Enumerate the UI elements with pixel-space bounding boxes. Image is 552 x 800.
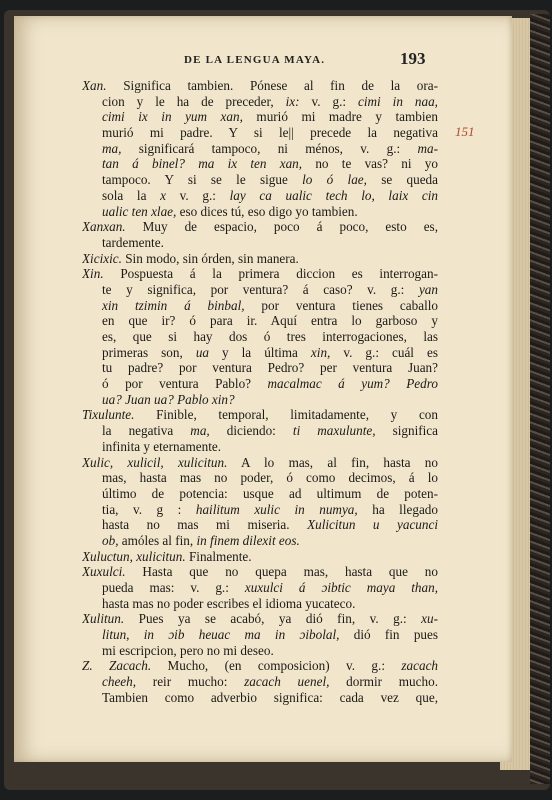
definition-text: sola la [102, 187, 161, 203]
entry-headword: Xan. [82, 78, 107, 93]
entry-headword: Xulitun. [82, 611, 125, 627]
definition-text: murió mi padre. Y si le|| precede la negativa [102, 125, 438, 141]
definition-text: Finalmente. [185, 548, 252, 564]
definition-text: es, que si hay dos ó tres interrogaciones, las [102, 329, 438, 344]
text-line [82, 502, 438, 518]
definition-text: murió mi madre y tambien [242, 109, 438, 125]
text-line [82, 674, 438, 690]
definition-text: primeras son, [102, 344, 196, 360]
definition-text: tampoco. Y si se le sigue [102, 172, 303, 188]
example-italic: ualic ten xlae, [102, 203, 177, 219]
text-line [82, 345, 438, 361]
definition-text: no te vas? ni yo [302, 156, 438, 172]
definition-text: último de potencia: usque ad ultimum de poten- [102, 485, 438, 501]
definition-text: infinita y eternamente. [102, 438, 222, 454]
text-line [82, 156, 438, 172]
definition-text: reir mucho: [136, 674, 245, 690]
example-italic: cimi ix in yum xan, [102, 109, 243, 125]
example-italic: in finem dilexit eos. [196, 532, 300, 548]
text-line [82, 549, 438, 565]
text-line [82, 455, 438, 471]
page-number: 193 [400, 49, 426, 68]
text-line [82, 596, 438, 612]
definition-text: mi escripcion, pero no mi deseo. [102, 642, 274, 658]
text-line [82, 329, 438, 345]
example-italic: cheeh, [102, 674, 137, 690]
definition-text: y la última [209, 344, 311, 360]
entry-headword: Xuxulci. [82, 564, 126, 580]
definition-text: dormir mucho. [329, 674, 438, 690]
definition-text: Muy de espacio, poco á poco, esto es, [125, 219, 438, 235]
entry-headword: Tixulunte. [82, 407, 135, 423]
text-line [82, 266, 438, 282]
marbled-board [530, 14, 550, 784]
definition-text: significará tampoco, ni ménos, v. g.: [121, 140, 418, 156]
example-italic: litun, in ɔib heuac ma in ɔibolal, [102, 627, 340, 643]
text-line [82, 298, 438, 314]
definition-text: Hasta que no quepa mas, hasta que no [125, 564, 438, 580]
definition-text: Tambien como adverbio significa: cada vez que, [102, 689, 438, 705]
entry-headword: Xulic, xulicil, xulicitun. [82, 454, 228, 470]
example-italic: cimi in naa, [358, 93, 438, 109]
definition-text: Finible, temporal, limitadamente, y con [134, 407, 438, 423]
example-italic: ma, [102, 140, 122, 156]
margin-annotation: 151 [455, 124, 475, 139]
text-line [82, 611, 438, 627]
text-line [82, 251, 438, 267]
text-line [82, 627, 438, 643]
entry-headword: Z. Zacach. [82, 658, 152, 674]
text-line [82, 392, 438, 408]
example-italic: xu- [421, 611, 438, 627]
text-line [82, 282, 438, 298]
definition-text: dió fin pues [339, 627, 438, 643]
entry-headword: Xuluctun, xulicitun. [82, 548, 186, 564]
definition-text: pueda mas: v. g.: [102, 580, 245, 595]
text-line [82, 141, 438, 157]
text-line [82, 376, 438, 392]
text-line [82, 564, 438, 580]
example-italic: xin, [310, 344, 331, 360]
text-line [82, 690, 438, 706]
text-line [82, 188, 438, 204]
example-italic: ti maxulunte, [292, 423, 376, 439]
text-line [82, 313, 438, 329]
example-italic: yan [418, 281, 438, 297]
definition-text: Mucho, (en composicion) v. g.: [151, 658, 402, 674]
example-italic: lay ca ualic tech lo, laix cin [229, 187, 438, 203]
text-line [82, 94, 438, 110]
definition-text: hasta mas no poder escribes el idioma yucateco. [102, 595, 356, 611]
definition-text: mas, hasta mas no poder, ó como decimos, á lo [102, 470, 438, 486]
text-line [82, 172, 438, 188]
definition-text: tardemente. [102, 234, 164, 250]
text-line [82, 658, 438, 674]
example-italic: ua [195, 344, 209, 360]
definition-text: v. g.: [165, 187, 230, 203]
definition-text: en que ir? ó para ir. Aquí entra lo garboso y [102, 313, 438, 329]
definition-text: ha llegado [357, 501, 438, 517]
example-italic: Xulicitun u yacunci [307, 517, 438, 533]
example-italic: macalmac á yum? Pedro [267, 376, 438, 392]
example-italic: zacach uenel, [244, 674, 330, 690]
definition-text: v. g.: [299, 93, 359, 109]
text-line [82, 533, 438, 549]
page-header [14, 49, 512, 72]
example-italic: ua? Juan ua? Pablo xin? [102, 391, 235, 407]
text-line [82, 470, 438, 486]
text-line [82, 125, 438, 141]
definition-text: Sin modo, sin órden, sin manera. [121, 250, 299, 266]
definition-text: hasta no mas mi miseria. [102, 517, 308, 533]
definition-text: Pospuesta á la primera diccion es interrogan- [103, 266, 438, 282]
definition-text: A lo mas, al fin, hasta no [227, 454, 438, 470]
definition-text: diciendo: [209, 423, 293, 439]
text-line [82, 235, 438, 251]
example-italic: x [160, 187, 166, 203]
example-italic: lo ó lae, [302, 172, 367, 188]
text-line [82, 360, 438, 376]
text-line [82, 78, 438, 94]
example-italic: hailitum xulic in numya, [195, 501, 358, 517]
example-italic: ix: [285, 93, 300, 109]
text-line [82, 219, 438, 235]
definition-text: te y significa, por ventura? á caso? v. g.: [102, 281, 419, 297]
text-line [82, 486, 438, 502]
example-italic: ob, [102, 532, 119, 548]
example-italic: tan á binel? ma ix ten xan, [102, 156, 303, 172]
text-line [82, 423, 438, 439]
example-italic: xin tzimin á binbal, [102, 297, 245, 313]
entry-headword: Xanxan. [82, 219, 126, 235]
definition-text: v. g.: cuál es [330, 344, 438, 360]
definition-text: se queda [366, 172, 438, 188]
definition-text: cion y le ha de preceder, [102, 93, 286, 109]
text-line [82, 517, 438, 533]
book-page [14, 16, 512, 762]
text-line [82, 407, 438, 423]
definition-text: por ventura tienes caballo [244, 297, 438, 313]
example-italic: ma, [190, 423, 210, 439]
running-head: DE LA LENGUA MAYA. [184, 54, 326, 66]
entry-headword: Xin. [82, 266, 104, 282]
text-line [82, 204, 438, 220]
definition-text: significa [375, 423, 438, 439]
definition-text: ó por ventura Pablo? [102, 376, 268, 392]
definition-text: tu padre? por ventura Pedro? per ventura Juan? [102, 360, 438, 376]
example-italic: ma- [417, 140, 438, 156]
text-line [82, 643, 438, 659]
example-italic: xuxulci á ɔibtic maya than, [244, 580, 438, 595]
example-italic: zacach [401, 658, 438, 674]
definition-text: eso dices tú, eso digo yo tambien. [176, 203, 358, 219]
text-line [82, 439, 438, 455]
entry-headword: Xicixic. [82, 250, 122, 266]
text-line [82, 580, 438, 596]
definition-text: amóles al fin, [118, 532, 197, 548]
dictionary-text [82, 78, 438, 706]
text-line [82, 109, 438, 125]
definition-text: Significa tambien. Pónese al fin de la ora- [106, 78, 438, 93]
definition-text: Pues ya se acabó, ya dió fin, v. g.: [124, 611, 422, 627]
definition-text: tia, v. g : [102, 501, 196, 517]
definition-text: la negativa [102, 423, 191, 439]
